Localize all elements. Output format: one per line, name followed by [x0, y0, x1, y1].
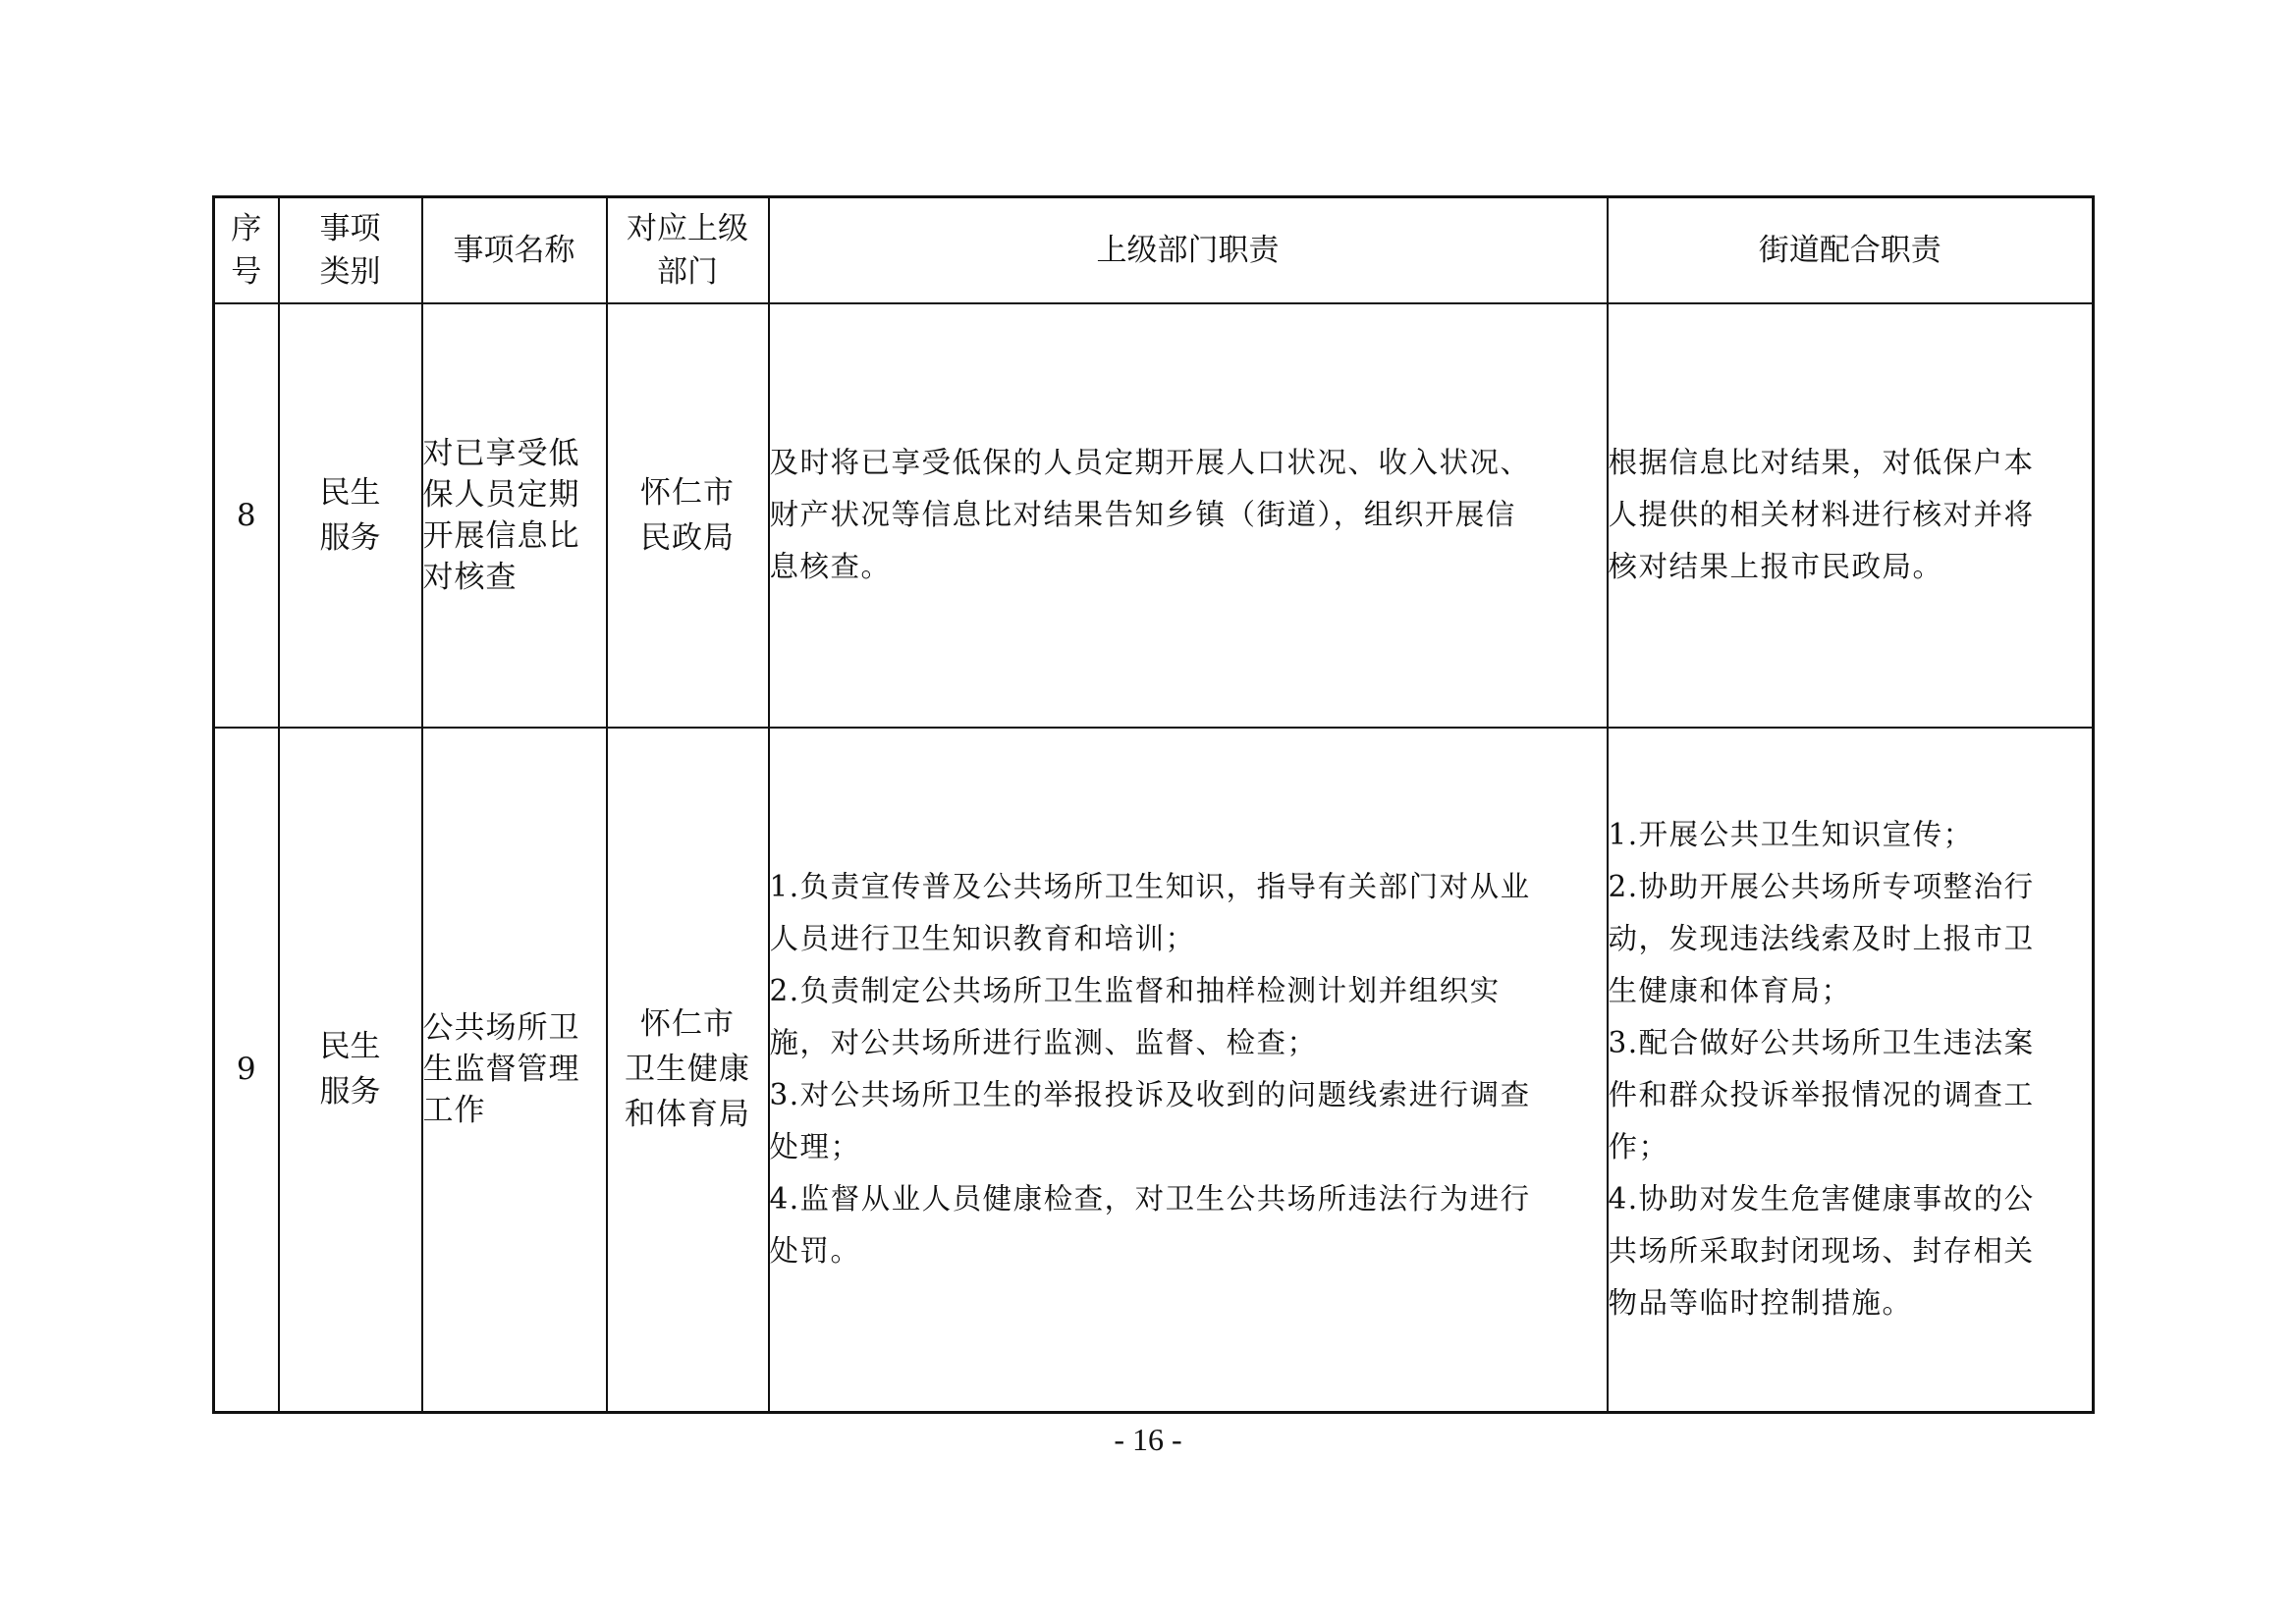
cell-no: 9 — [214, 728, 279, 1413]
page-number: - 16 - — [1114, 1422, 1182, 1457]
cell-superior-duty: 1.负责宣传普及公共场所卫生知识，指导有关部门对从业 人员进行卫生知识教育和培训； 2.负责制定公共场所卫生监督和抽样检测计划并组织实 施，对公共场所进行监测、监督、检查； 3.对公共场所卫生的举报投诉及收到的问题线索进行调查 处理； 4.监督从业人员健康检查，对卫生公共场所违法行为进行 处罚。 — [769, 728, 1608, 1413]
cell-superior-dept: 怀仁市 卫生健康 和体育局 — [607, 728, 769, 1413]
header-category: 事项 类别 — [279, 197, 422, 303]
cell-street-cooperation: 1.开展公共卫生知识宣传； 2.协助开展公共场所专项整治行 动，发现违法线索及时上报市卫 生健康和体育局； 3.配合做好公共场所卫生违法案 件和群众投诉举报情况的调查工 作； 4.协助对发生危害健康事故的公 共场所采取封闭现场、封存相关 物品等临时控制措施。 — [1608, 728, 2094, 1413]
cell-superior-dept: 怀仁市 民政局 — [607, 303, 769, 728]
cell-no: 8 — [214, 303, 279, 728]
cell-category: 民生 服务 — [279, 303, 422, 728]
cell-category: 民生 服务 — [279, 728, 422, 1413]
responsibility-table — [212, 195, 2095, 1414]
cell-superior-duty: 及时将已享受低保的人员定期开展人口状况、收入状况、 财产状况等信息比对结果告知乡镇（街道），组织开展信 息核查。 — [769, 303, 1608, 728]
table-row — [214, 303, 2094, 728]
header-superior-dept: 对应上级 部门 — [607, 197, 769, 303]
header-no: 序 号 — [214, 197, 279, 303]
table-row — [214, 728, 2094, 1413]
header-street-cooperation: 街道配合职责 — [1608, 197, 2094, 303]
header-item-name: 事项名称 — [422, 197, 607, 303]
cell-item-name: 公共场所卫 生监督管理 工作 — [422, 728, 607, 1413]
cell-item-name: 对已享受低 保人员定期 开展信息比 对核查 — [422, 303, 607, 728]
cell-street-cooperation: 根据信息比对结果，对低保户本 人提供的相关材料进行核对并将 核对结果上报市民政局。 — [1608, 303, 2094, 728]
header-superior-duty: 上级部门职责 — [769, 197, 1608, 303]
table-header-row — [214, 197, 2094, 303]
